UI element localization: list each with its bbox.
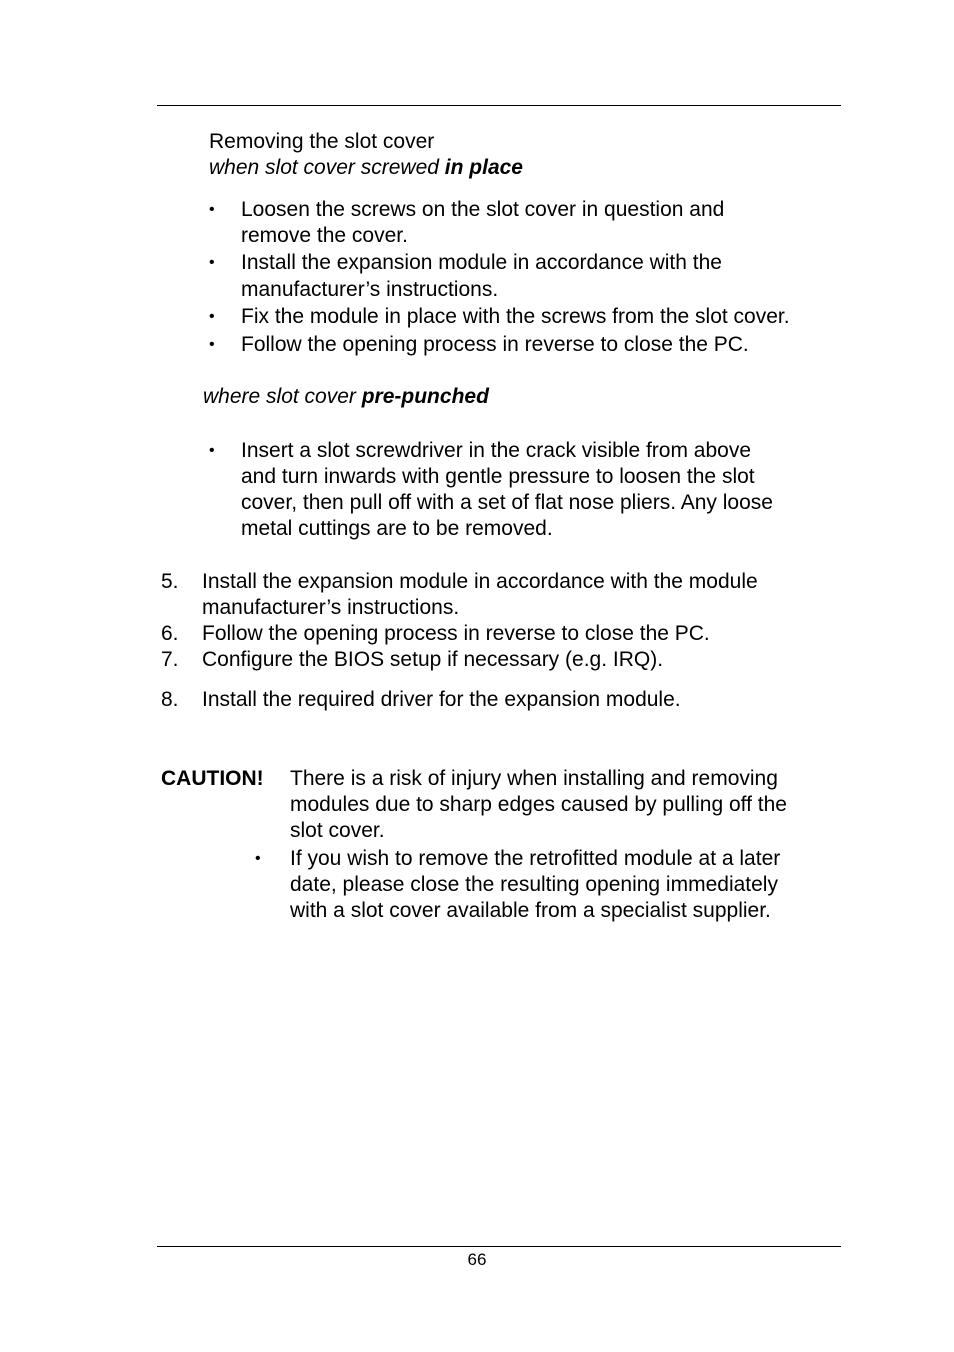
footer-rule	[157, 1246, 841, 1247]
step-text: Configure the BIOS setup if necessary (e.g. IRQ).	[202, 648, 664, 671]
list-item-line: cover, then pull off with a set of flat nose pliers. Any loose	[241, 491, 773, 514]
caution-text: slot cover.	[290, 819, 385, 842]
subtitle-bold-text: pre-punched	[361, 385, 489, 408]
step-text: Install the required driver for the expansion module.	[202, 688, 681, 711]
bullet-icon: •	[209, 201, 215, 218]
list-item-line: manufacturer’s instructions.	[241, 278, 499, 301]
section-subtitle	[209, 155, 523, 181]
subtitle-italic-text: when slot cover screwed	[209, 156, 445, 179]
list-item-line: remove the cover.	[241, 224, 408, 247]
subtitle-italic-text: where slot cover	[203, 385, 362, 408]
bullet-icon: •	[209, 442, 215, 459]
caution-bullet-text: If you wish to remove the retrofitted module at a later	[290, 847, 781, 870]
section-title: Removing the slot cover	[209, 130, 435, 153]
list-item-line: Insert a slot screwdriver in the crack visible from above	[241, 439, 752, 462]
bullet-icon: •	[209, 308, 215, 325]
caution-bullet-text: with a slot cover available from a specialist supplier.	[290, 899, 771, 922]
step-number: 5.	[161, 570, 179, 593]
list-item-line: Install the expansion module in accordance with the	[241, 251, 722, 274]
step-number: 8.	[161, 688, 179, 711]
bullet-icon: •	[209, 254, 215, 271]
list-item-line: Loosen the screws on the slot cover in question and	[241, 198, 725, 221]
section-subtitle	[203, 384, 489, 410]
step-text: Follow the opening process in reverse to close the PC.	[202, 622, 710, 645]
step-number: 7.	[161, 648, 179, 671]
subtitle-bold-text: in place	[444, 156, 523, 179]
caution-text: modules due to sharp edges caused by pulling off the	[290, 793, 787, 816]
caution-text: There is a risk of injury when installing and removing	[290, 767, 778, 790]
header-rule	[157, 105, 841, 106]
list-item-line: and turn inwards with gentle pressure to loosen the slot	[241, 465, 755, 488]
bullet-icon: •	[209, 336, 215, 353]
list-item-line: Fix the module in place with the screws from the slot cover.	[241, 305, 790, 328]
bullet-icon: •	[255, 850, 261, 867]
step-number: 6.	[161, 622, 179, 645]
caution-label: CAUTION!	[161, 767, 264, 790]
page-number: 66	[467, 1250, 487, 1269]
step-text: Install the expansion module in accordance with the module	[202, 570, 758, 593]
caution-bullet-text: date, please close the resulting opening immediately	[290, 873, 778, 896]
step-text: manufacturer’s instructions.	[202, 596, 460, 619]
list-item-line: metal cuttings are to be removed.	[241, 517, 553, 540]
list-item-line: Follow the opening process in reverse to close the PC.	[241, 333, 749, 356]
